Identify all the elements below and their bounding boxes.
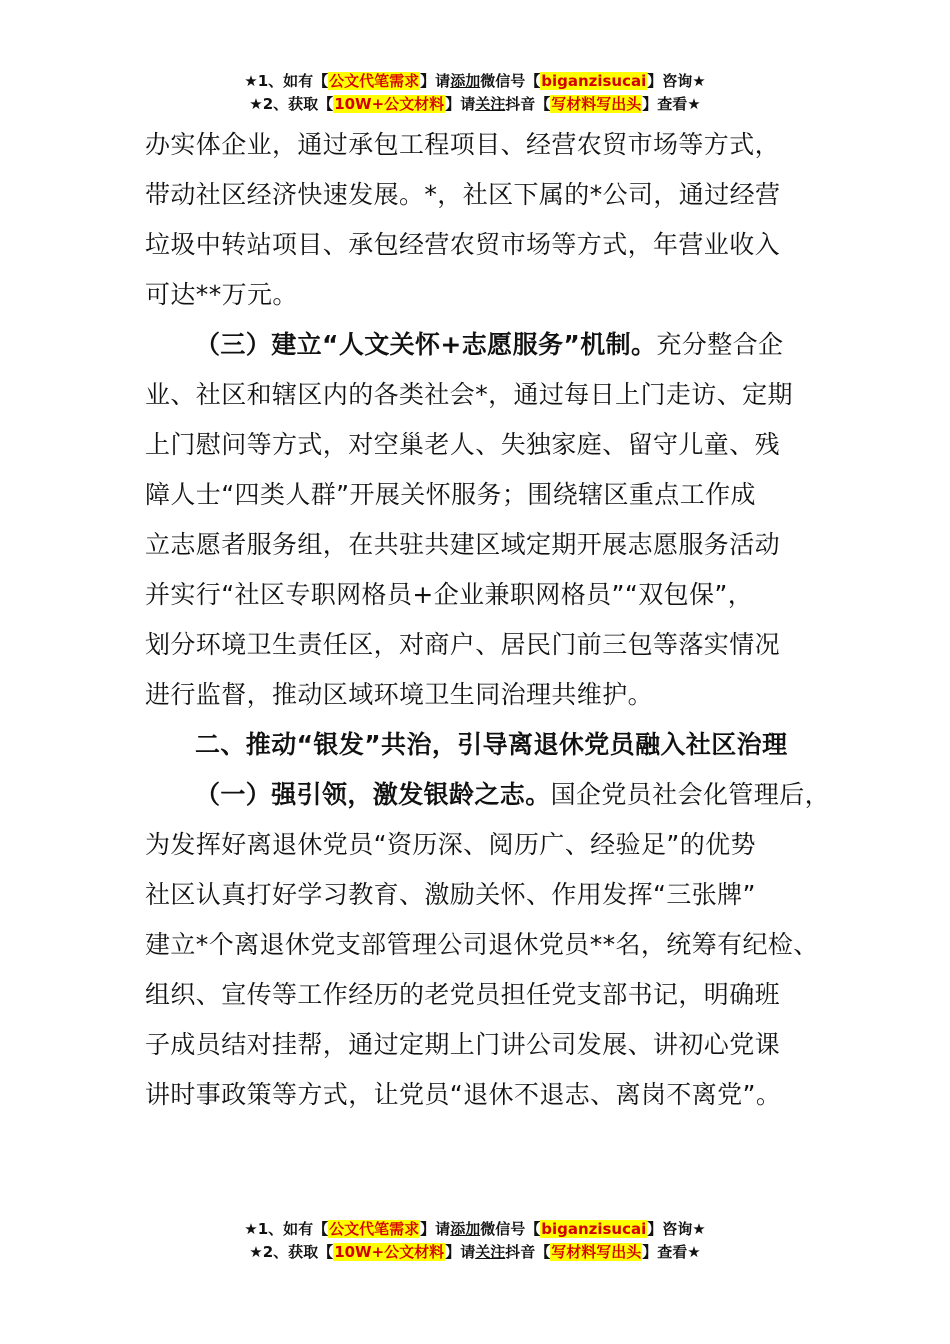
banner-text: ★1、如有【: [244, 72, 329, 90]
banner-wechat-id: biganzisucai: [541, 1220, 647, 1238]
banner-text: 】请: [420, 72, 451, 90]
body-text: 国企党员社会化管理后，: [550, 780, 831, 809]
body-line: 划分环境卫生责任区，对商户、居民门前三包等落实情况: [145, 630, 781, 659]
body-line: 进行监督，推动区域环境卫生同治理共维护。: [145, 680, 654, 709]
banner-text: 抖音【: [505, 1243, 551, 1261]
section-3-title: （三）建立“人文关怀+志愿服务”机制。: [195, 330, 657, 359]
banner-line-2: [0, 93, 950, 116]
body-line: 组织、宣传等工作经历的老党员担任党支部书记，明确班: [145, 980, 781, 1009]
banner-text: ★1、如有【: [244, 1220, 329, 1238]
banner-douyin-id: 写材料写出头: [551, 1243, 642, 1261]
body-line: 可达**万元。: [145, 280, 298, 309]
banner-text: 】请: [445, 1243, 476, 1261]
section-3-first-line: [145, 320, 835, 370]
body-line: 业、社区和辖区内的各类社会*，通过每日上门走访、定期: [145, 380, 793, 409]
banner-text: 】请: [445, 95, 476, 113]
banner-text: ★2、获取【: [249, 95, 334, 113]
body-line: 办实体企业，通过承包工程项目、经营农贸市场等方式，: [145, 130, 781, 159]
body-line: 立志愿者服务组，在共驻共建区域定期开展志愿服务活动: [145, 530, 781, 559]
banner-line-2: [0, 1241, 950, 1264]
body-line: 障人士“四类人群”开展关怀服务；围绕辖区重点工作成: [145, 480, 756, 509]
banner-text: 】咨询★: [647, 1220, 706, 1238]
body-line: 社区认真打好学习教育、激励关怀、作用发挥“三张牌”: [145, 880, 756, 909]
banner-text: 】咨询★: [647, 72, 706, 90]
banner-text: 】请: [420, 1220, 451, 1238]
body-text: 充分整合企: [656, 330, 784, 359]
body-line: 建立*个离退休党支部管理公司退休党员**名，统筹有纪检、: [145, 930, 819, 959]
banner-underline: 添加: [450, 1220, 481, 1238]
banner-text: 抖音【: [505, 95, 551, 113]
banner-highlight: 公文代笔需求: [329, 72, 420, 90]
banner-line-1: [0, 70, 950, 93]
banner-wechat-id: biganzisucai: [541, 72, 647, 90]
banner-text: 微信号【: [480, 72, 541, 90]
body-line: 并实行“社区专职网格员+企业兼职网格员”“双包保”，: [145, 580, 754, 609]
banner-douyin-id: 写材料写出头: [551, 95, 642, 113]
document-body: [145, 120, 835, 1120]
body-line: 为发挥好离退休党员“资历深、阅历广、经验足”的优势: [145, 830, 756, 859]
body-line: 带动社区经济快速发展。*，社区下属的*公司，通过经营: [145, 180, 781, 209]
sub-1-title: （一）强引领，激发银龄之志。: [195, 780, 551, 809]
heading-2: 二、推动“银发”共治，引导离退休党员融入社区治理: [195, 730, 788, 759]
banner-text: 微信号【: [480, 1220, 541, 1238]
banner-highlight: 10W+公文材料: [334, 95, 445, 113]
banner-underline: 添加: [450, 72, 481, 90]
banner-line-1: [0, 1218, 950, 1241]
banner-text: 】查看★: [642, 1243, 701, 1261]
banner-text: 】查看★: [642, 95, 701, 113]
banner-underline: 关注: [475, 1243, 506, 1261]
body-line: 上门慰问等方式，对空巢老人、失独家庭、留守儿童、残: [145, 430, 781, 459]
sub-1-first-line: [145, 770, 835, 820]
body-line: 子成员结对挂帮，通过定期上门讲公司发展、讲初心党课: [145, 1030, 781, 1059]
banner-text: ★2、获取【: [249, 1243, 334, 1261]
header-banner: [0, 70, 950, 116]
body-line: 讲时事政策等方式，让党员“退休不退志、离岗不离党”。: [145, 1080, 782, 1109]
footer-banner: [0, 1218, 950, 1264]
body-line: 垃圾中转站项目、承包经营农贸市场等方式，年营业收入: [145, 230, 781, 259]
banner-highlight: 10W+公文材料: [334, 1243, 445, 1261]
banner-highlight: 公文代笔需求: [329, 1220, 420, 1238]
banner-underline: 关注: [475, 95, 506, 113]
